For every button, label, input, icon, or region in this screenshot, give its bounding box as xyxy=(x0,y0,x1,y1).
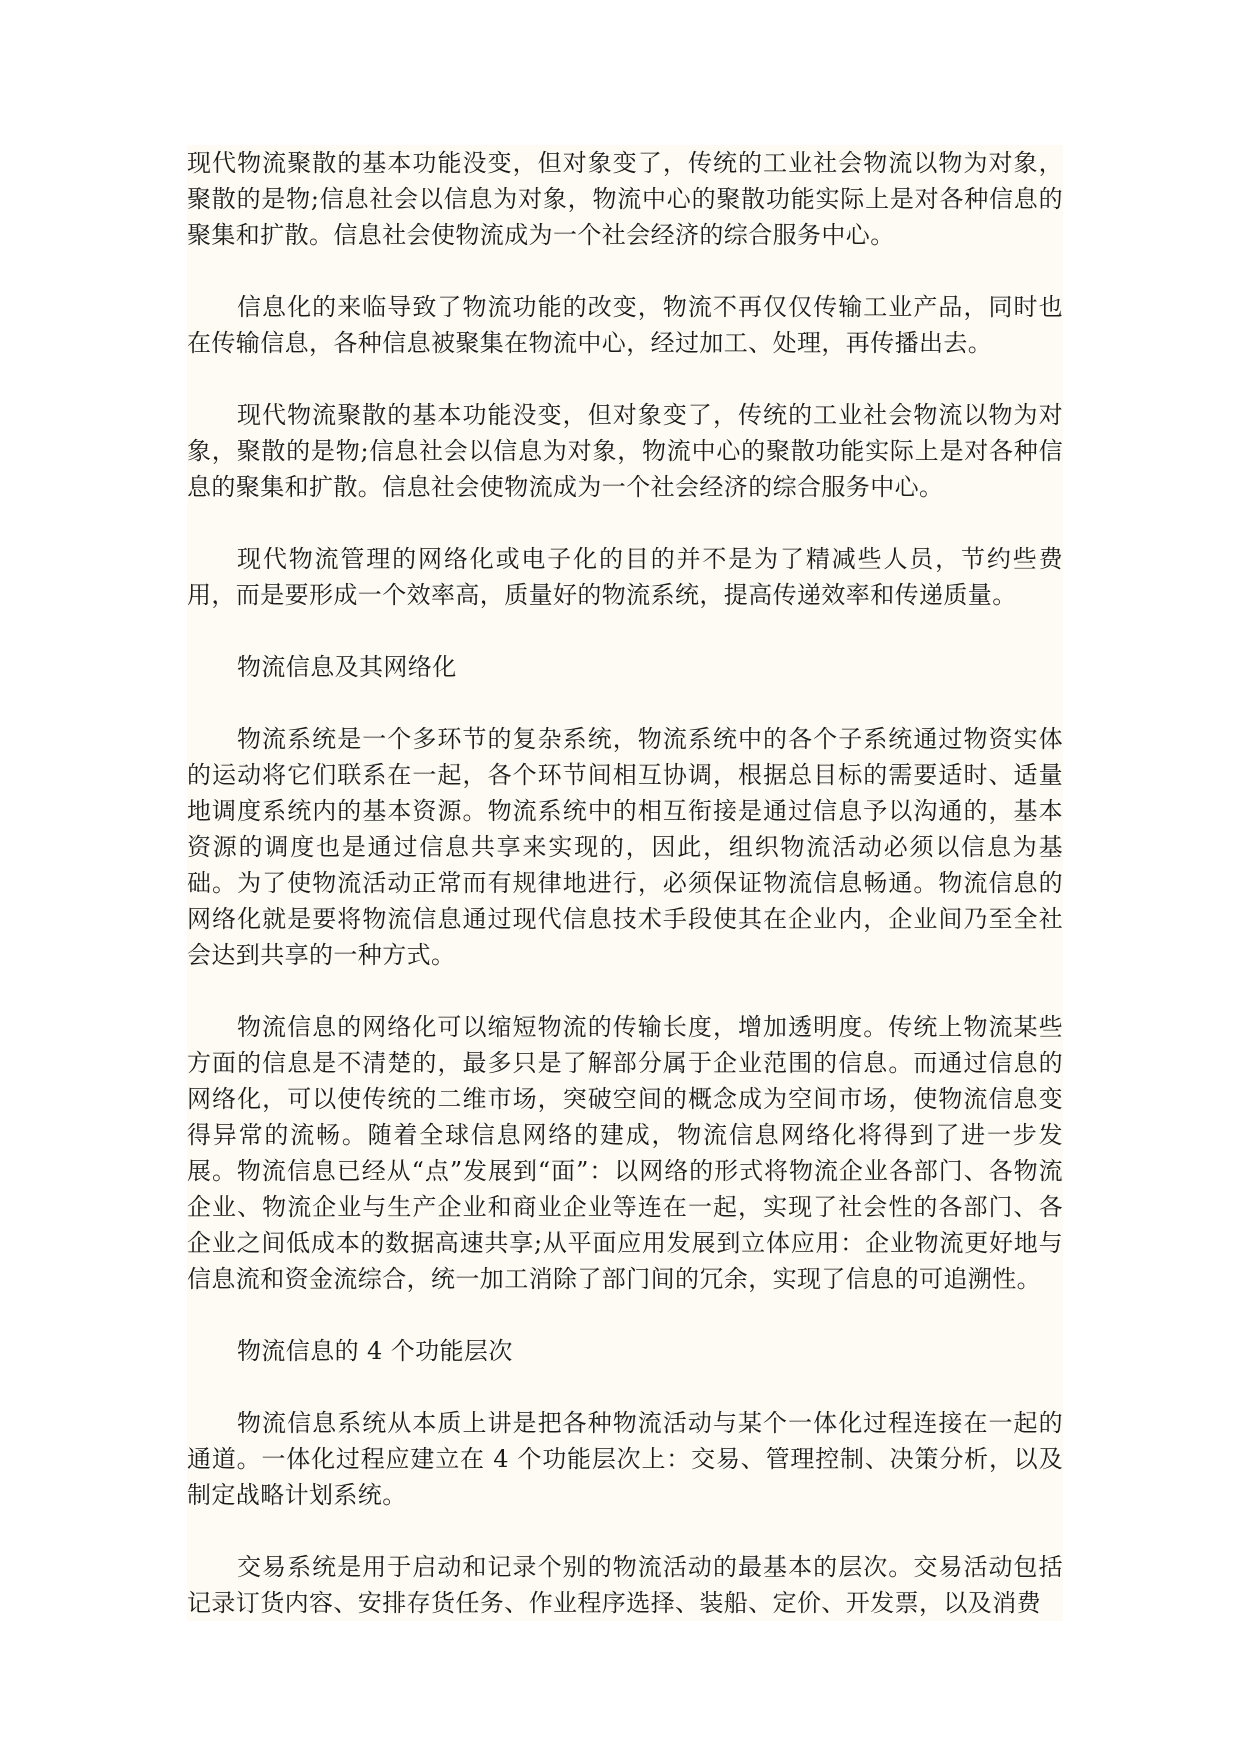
section-heading-levels: 物流信息的 4 个功能层次 xyxy=(237,1337,513,1365)
paragraph-4: 现代物流管理的网络化或电子化的目的并不是为了精减些人员，节约些费用，而是要形成一个效率高，质量好的物流系统，提高传递效率和传递质量。 xyxy=(187,545,1063,609)
paragraph-9: 物流信息系统从本质上讲是把各种物流活动与某个一体化过程连接在一起的通道。一体化过程应建立在 4 个功能层次上：交易、管理控制、决策分析，以及制定战略计划系统。 xyxy=(187,1409,1063,1509)
paragraph-2: 信息化的来临导致了物流功能的改变，物流不再仅仅传输工业产品，同时也在传输信息，各种信息被聚集在物流中心，经过加工、处理，再传播出去。 xyxy=(187,293,1063,357)
paragraph-3: 现代物流聚散的基本功能没变，但对象变了，传统的工业社会物流以物为对象，聚散的是物;信息社会以信息为对象，物流中心的聚散功能实际上是对各种信息的聚集和扩散。信息社会使物流成为一个社会经济的综合服务中心。 xyxy=(187,401,1063,501)
paragraph-7: 物流信息的网络化可以缩短物流的传输长度，增加透明度。传统上物流某些方面的信息是不清楚的，最多只是了解部分属于企业范围的信息。而通过信息的网络化，可以使传统的二维市场，突破空间的概念成为空间市场，使物流信息变得异常的流畅。随着全球信息网络的建成，物流信息网络化将得到了进一步发展。物流信息已经从“点”发展到“面”：以网络的形式将物流企业各部门、各物流企业、物流企业与生产企业和商业企业等连在一起，实现了社会性的各部门、各企业之间低成本的数据高速共享;从平面应用发展到立体应用：企业物流更好地与信息流和资金流综合，统一加工消除了部门间的冗余，实现了信息的可追溯性。 xyxy=(187,1013,1063,1293)
paragraph-1: 现代物流聚散的基本功能没变，但对象变了，传统的工业社会物流以物为对象，聚散的是物;信息社会以信息为对象，物流中心的聚散功能实际上是对各种信息的聚集和扩散。信息社会使物流成为一个社会经济的综合服务中心。 xyxy=(187,149,1063,249)
paragraph-6: 物流系统是一个多环节的复杂系统，物流系统中的各个子系统通过物资实体的运动将它们联系在一起，各个环节间相互协调，根据总目标的需要适时、适量地调度系统内的基本资源。物流系统中的相互衔接是通过信息予以沟通的，基本资源的调度也是通过信息共享来实现的，因此，组织物流活动必须以信息为基础。为了使物流活动正常而有规律地进行，必须保证物流信息畅通。物流信息的网络化就是要将物流信息通过现代信息技术手段使其在企业内，企业间乃至全社会达到共享的一种方式。 xyxy=(187,725,1063,969)
section-heading-network: 物流信息及其网络化 xyxy=(237,653,457,681)
paragraph-10: 交易系统是用于启动和记录个别的物流活动的最基本的层次。交易活动包括记录订货内容、安排存货任务、作业程序选择、装船、定价、开发票，以及消费 xyxy=(187,1553,1063,1617)
document-body xyxy=(187,145,1063,1621)
